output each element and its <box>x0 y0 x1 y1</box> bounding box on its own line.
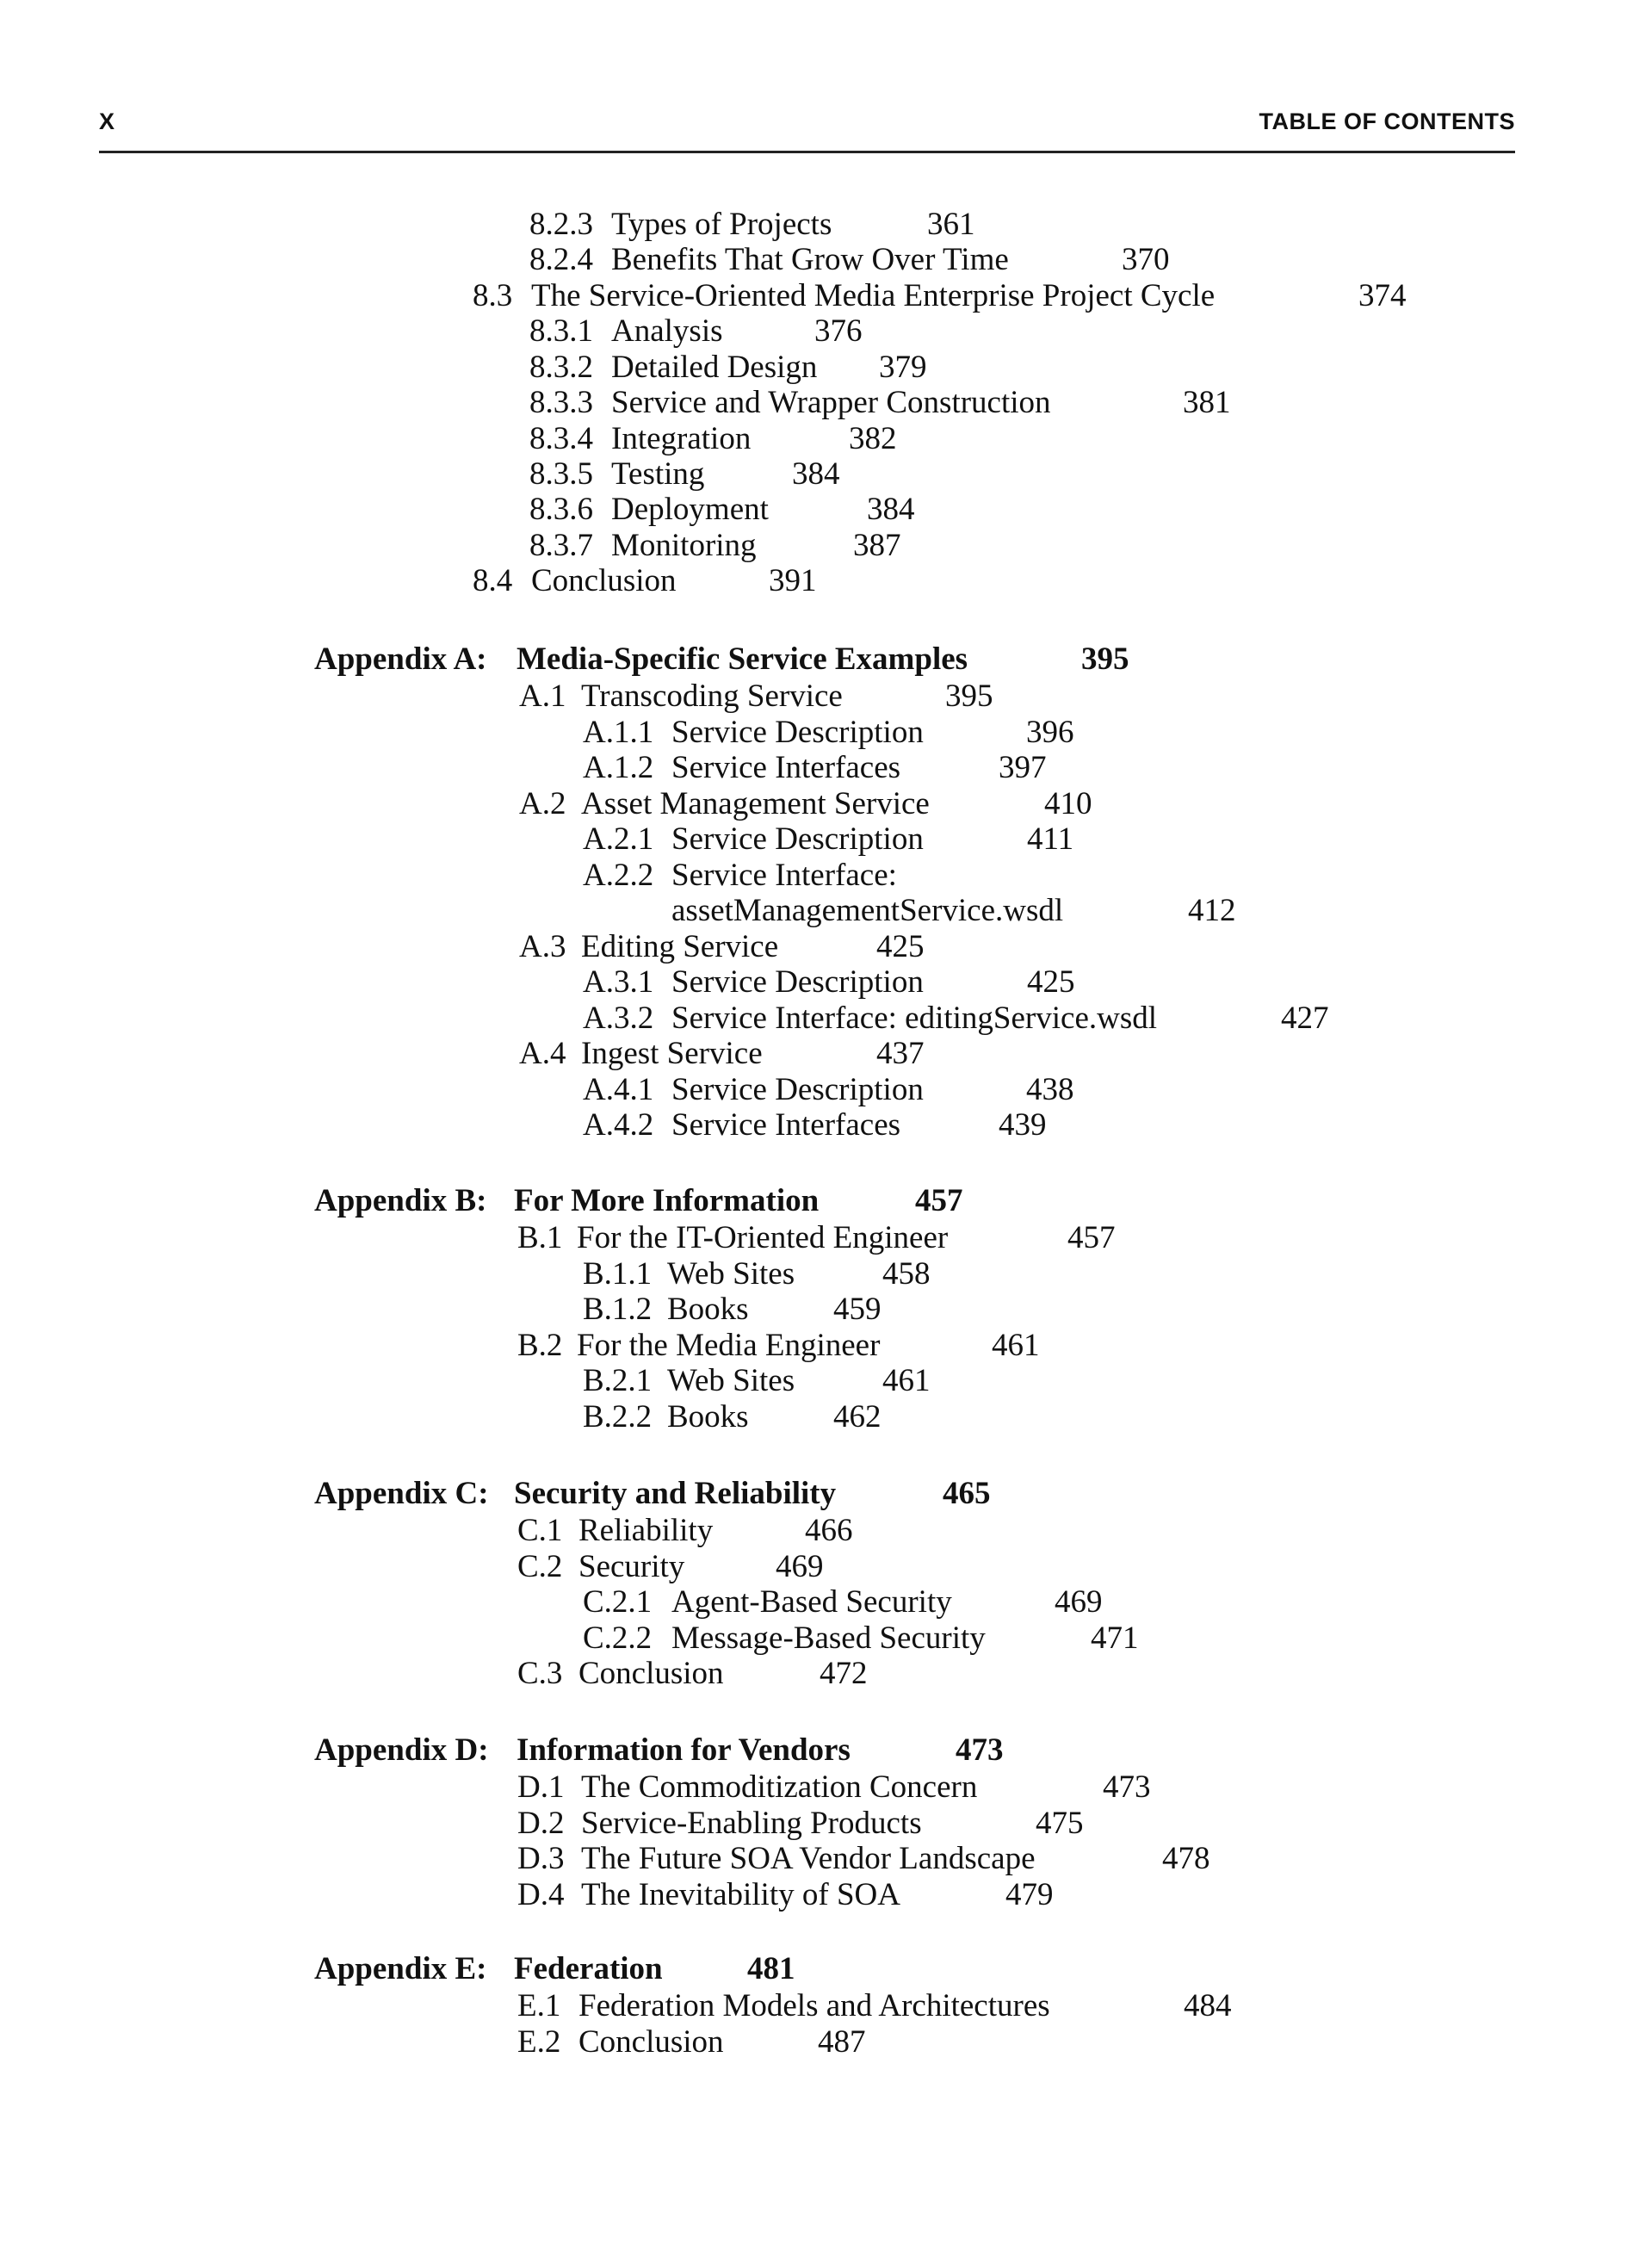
toc-number: B.1.1 <box>583 1256 653 1292</box>
toc-page: 459 <box>833 1292 882 1327</box>
toc-page: 469 <box>1055 1584 1103 1620</box>
appendix-title: Information for Vendors <box>517 1732 851 1768</box>
toc-title: Message-Based Security <box>671 1620 986 1656</box>
toc-title: Service Interface: <box>671 858 897 893</box>
toc-page: 458 <box>882 1256 931 1292</box>
toc-page: 387 <box>853 528 901 563</box>
toc-number: 8.3.4 <box>529 421 593 456</box>
toc-title: Editing Service <box>581 929 779 964</box>
toc-page: 473 <box>1103 1769 1151 1805</box>
toc-page: 396 <box>1026 715 1074 750</box>
toc-page: 438 <box>1026 1072 1074 1107</box>
toc-number: A.4.2 <box>583 1107 654 1143</box>
toc-page: 479 <box>1005 1877 1054 1912</box>
toc-title: Books <box>667 1292 749 1327</box>
toc-number: D.4 <box>517 1877 565 1912</box>
toc-page: 395 <box>945 679 993 714</box>
toc-number: 8.3.3 <box>529 385 593 420</box>
toc-title: Service Description <box>671 964 924 1000</box>
toc-number: A.4.1 <box>583 1072 654 1107</box>
appendix-label: Appendix C: <box>314 1476 489 1511</box>
toc-number: 8.3.5 <box>529 456 593 492</box>
toc-page: 384 <box>792 456 840 492</box>
appendix-title: Federation <box>514 1951 663 1986</box>
toc-page: 484 <box>1184 1988 1232 2023</box>
toc-number: C.3 <box>517 1656 563 1691</box>
toc-number: 8.2.4 <box>529 242 593 277</box>
toc-title: Service-Enabling Products <box>581 1806 922 1841</box>
toc-number: C.2.2 <box>583 1620 653 1656</box>
toc-title: Web Sites <box>667 1363 795 1398</box>
toc-title: Types of Projects <box>611 207 832 242</box>
toc-title: Reliability <box>578 1513 714 1548</box>
toc-number: A.2 <box>519 786 566 821</box>
toc-title: Federation Models and Architectures <box>578 1988 1050 2023</box>
toc-title: Ingest Service <box>581 1036 763 1071</box>
toc-title: Conclusion <box>578 1656 724 1691</box>
appendix-page: 457 <box>915 1183 963 1218</box>
toc-number: B.2.1 <box>583 1363 653 1398</box>
toc-number: B.1.2 <box>583 1292 653 1327</box>
toc-page: 471 <box>1091 1620 1139 1656</box>
toc-title: The Commoditization Concern <box>581 1769 978 1805</box>
toc-number: B.2 <box>517 1328 563 1363</box>
toc-page: 361 <box>927 207 975 242</box>
running-title: TABLE OF CONTENTS <box>1259 108 1515 134</box>
toc-number: B.1 <box>517 1220 563 1255</box>
toc-number: A.1 <box>519 679 566 714</box>
toc-title: assetManagementService.wsdl <box>671 893 1064 928</box>
toc-title: Service and Wrapper Construction <box>611 385 1051 420</box>
appendix-page: 465 <box>943 1476 991 1511</box>
toc-page: 412 <box>1188 893 1236 928</box>
toc-title: Service Interface: editingService.wsdl <box>671 1001 1158 1036</box>
toc-page: 382 <box>849 421 897 456</box>
toc-page: 439 <box>999 1107 1047 1143</box>
toc-title: Benefits That Grow Over Time <box>611 242 1009 277</box>
toc-number: D.3 <box>517 1841 565 1876</box>
toc-page: 478 <box>1162 1841 1210 1876</box>
toc-page: 370 <box>1122 242 1170 277</box>
toc-page: 457 <box>1067 1220 1116 1255</box>
toc-page: 384 <box>867 492 915 527</box>
toc-title: Security <box>578 1549 685 1584</box>
toc-title: Conclusion <box>531 563 677 598</box>
toc-page: 437 <box>876 1036 925 1071</box>
toc-title: For the Media Engineer <box>577 1328 881 1363</box>
toc-title: Deployment <box>611 492 769 527</box>
appendix-label: Appendix D: <box>314 1732 489 1768</box>
toc-number: 8.3.7 <box>529 528 593 563</box>
toc-number: A.3.2 <box>583 1001 654 1036</box>
toc-number: D.2 <box>517 1806 565 1841</box>
appendix-label: Appendix A: <box>314 641 487 677</box>
appendix-label: Appendix E: <box>314 1951 487 1986</box>
toc-number: A.1.1 <box>583 715 654 750</box>
page-number: X <box>99 108 115 134</box>
toc-page: 411 <box>1027 821 1074 857</box>
toc-number: A.3.1 <box>583 964 654 1000</box>
toc-number: C.2.1 <box>583 1584 653 1620</box>
toc-number: A.2.2 <box>583 858 654 893</box>
appendix-page: 395 <box>1081 641 1129 677</box>
toc-number: A.1.2 <box>583 750 654 785</box>
toc-number: 8.3.1 <box>529 313 593 349</box>
toc-page: 462 <box>833 1399 882 1435</box>
toc-page: 425 <box>876 929 925 964</box>
toc-title: Service Description <box>671 715 924 750</box>
toc-number: 8.3.2 <box>529 350 593 385</box>
toc-number: C.2 <box>517 1549 563 1584</box>
toc-page: 379 <box>879 350 927 385</box>
toc-page: 466 <box>805 1513 853 1548</box>
toc-number: E.1 <box>517 1988 561 2023</box>
toc-title: Transcoding Service <box>581 679 843 714</box>
appendix-page: 481 <box>747 1951 795 1986</box>
toc-page: 425 <box>1027 964 1075 1000</box>
toc-number: 8.4 <box>473 563 513 598</box>
toc-number: A.3 <box>519 929 566 964</box>
toc-number: E.2 <box>517 2024 561 2060</box>
toc-page: 469 <box>776 1549 824 1584</box>
toc-number: D.1 <box>517 1769 565 1805</box>
toc-title: Testing <box>611 456 705 492</box>
toc-title: For the IT-Oriented Engineer <box>577 1220 949 1255</box>
appendix-title: Security and Reliability <box>514 1476 837 1511</box>
toc-title: The Future SOA Vendor Landscape <box>581 1841 1036 1876</box>
toc-title: Books <box>667 1399 749 1435</box>
toc-number: A.2.1 <box>583 821 654 857</box>
toc-title: Integration <box>611 421 752 456</box>
toc-title: Monitoring <box>611 528 757 563</box>
toc-page: 397 <box>999 750 1047 785</box>
appendix-label: Appendix B: <box>314 1183 487 1218</box>
toc-title: Service Description <box>671 821 924 857</box>
toc-number: 8.3 <box>473 278 513 313</box>
toc-number: C.1 <box>517 1513 563 1548</box>
toc-page: 472 <box>820 1656 868 1691</box>
toc-page: 461 <box>992 1328 1040 1363</box>
toc-page: 374 <box>1358 278 1407 313</box>
toc-number: 8.3.6 <box>529 492 593 527</box>
appendix-page: 473 <box>956 1732 1004 1768</box>
toc-number: 8.2.3 <box>529 207 593 242</box>
toc-title: Asset Management Service <box>581 786 930 821</box>
toc-title: Agent-Based Security <box>671 1584 952 1620</box>
toc-page: 381 <box>1183 385 1231 420</box>
toc-title: Service Description <box>671 1072 924 1107</box>
toc-title: The Service-Oriented Media Enterprise Project Cycle <box>531 278 1216 313</box>
toc-page: 391 <box>769 563 817 598</box>
header-rule <box>99 151 1515 153</box>
toc-title: Web Sites <box>667 1256 795 1292</box>
toc-title: Service Interfaces <box>671 1107 901 1143</box>
appendix-title: For More Information <box>514 1183 820 1218</box>
toc-title: The Inevitability of SOA <box>581 1877 900 1912</box>
toc-title: Detailed Design <box>611 350 818 385</box>
toc-page: 487 <box>818 2024 866 2060</box>
toc-number: B.2.2 <box>583 1399 653 1435</box>
toc-number: A.4 <box>519 1036 566 1071</box>
toc-page: 461 <box>882 1363 931 1398</box>
toc-title: Conclusion <box>578 2024 724 2060</box>
toc-title: Service Interfaces <box>671 750 901 785</box>
toc-page: 475 <box>1036 1806 1084 1841</box>
toc-page: 427 <box>1281 1001 1329 1036</box>
toc-page: 410 <box>1044 786 1092 821</box>
appendix-title: Media-Specific Service Examples <box>517 641 968 677</box>
toc-page: 376 <box>814 313 863 349</box>
toc-title: Analysis <box>611 313 723 349</box>
